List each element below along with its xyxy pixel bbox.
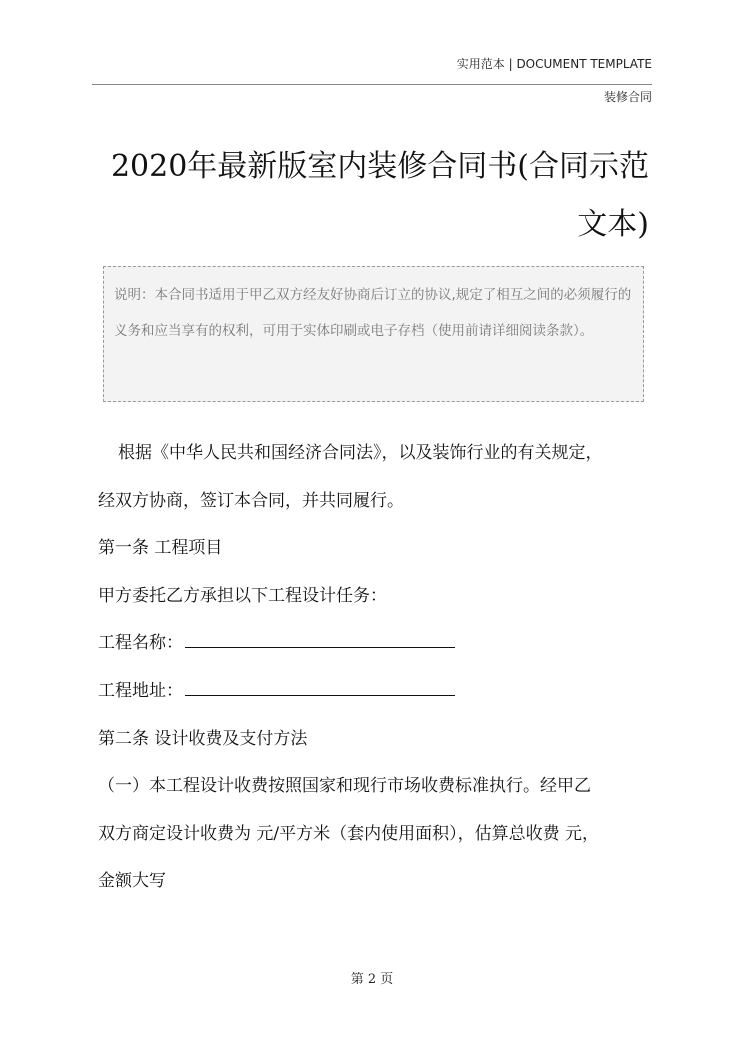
fee-line-3: 金额大写 bbox=[98, 871, 166, 892]
header-divider bbox=[92, 84, 652, 85]
header-category: 装修合同 bbox=[603, 90, 652, 104]
project-name-blank bbox=[185, 631, 455, 648]
description-box bbox=[103, 266, 644, 402]
header-label: 实用范本 | DOCUMENT TEMPLATE bbox=[456, 57, 652, 71]
article-1-heading: 第一条 工程项目 bbox=[98, 538, 223, 559]
fee-line-2: 双方商定设计收费为 元/平方米（套内使用面积），估算总收费 元， bbox=[98, 823, 600, 844]
article-2-heading: 第二条 设计收费及支付方法 bbox=[98, 728, 308, 749]
intro-line-1: 根据《中华人民共和国经济合同法》，以及装饰行业的有关规定， bbox=[118, 443, 603, 463]
project-address-blank bbox=[185, 679, 455, 696]
title-line-2: 文本) bbox=[577, 207, 649, 242]
title-line-1: 2020年最新版室内装修合同书(合同示范 bbox=[110, 149, 649, 184]
project-address-label: 工程地址： bbox=[98, 680, 183, 701]
fee-line-1: （一）本工程设计收费按照国家和现行市场收费标准执行。经甲乙 bbox=[98, 776, 591, 797]
contract-body bbox=[98, 430, 656, 906]
intro-line-2: 经双方协商，签订本合同，并共同履行。 bbox=[98, 490, 404, 511]
project-address-row bbox=[98, 668, 656, 716]
task-line: 甲方委托乙方承担以下工程设计任务： bbox=[98, 585, 387, 606]
project-name-row bbox=[98, 620, 656, 668]
page-number: 第 2 页 bbox=[350, 972, 394, 987]
description-text: 说明：本合同书适用于甲乙双方经友好协商后订立的协议,规定了相互之间的必须履行的义务和应当享有的权利，可用于实体印刷或电子存档（使用前请详细阅读条款）。 bbox=[114, 287, 632, 339]
document-title bbox=[95, 138, 649, 254]
project-name-label: 工程名称： bbox=[98, 633, 183, 654]
